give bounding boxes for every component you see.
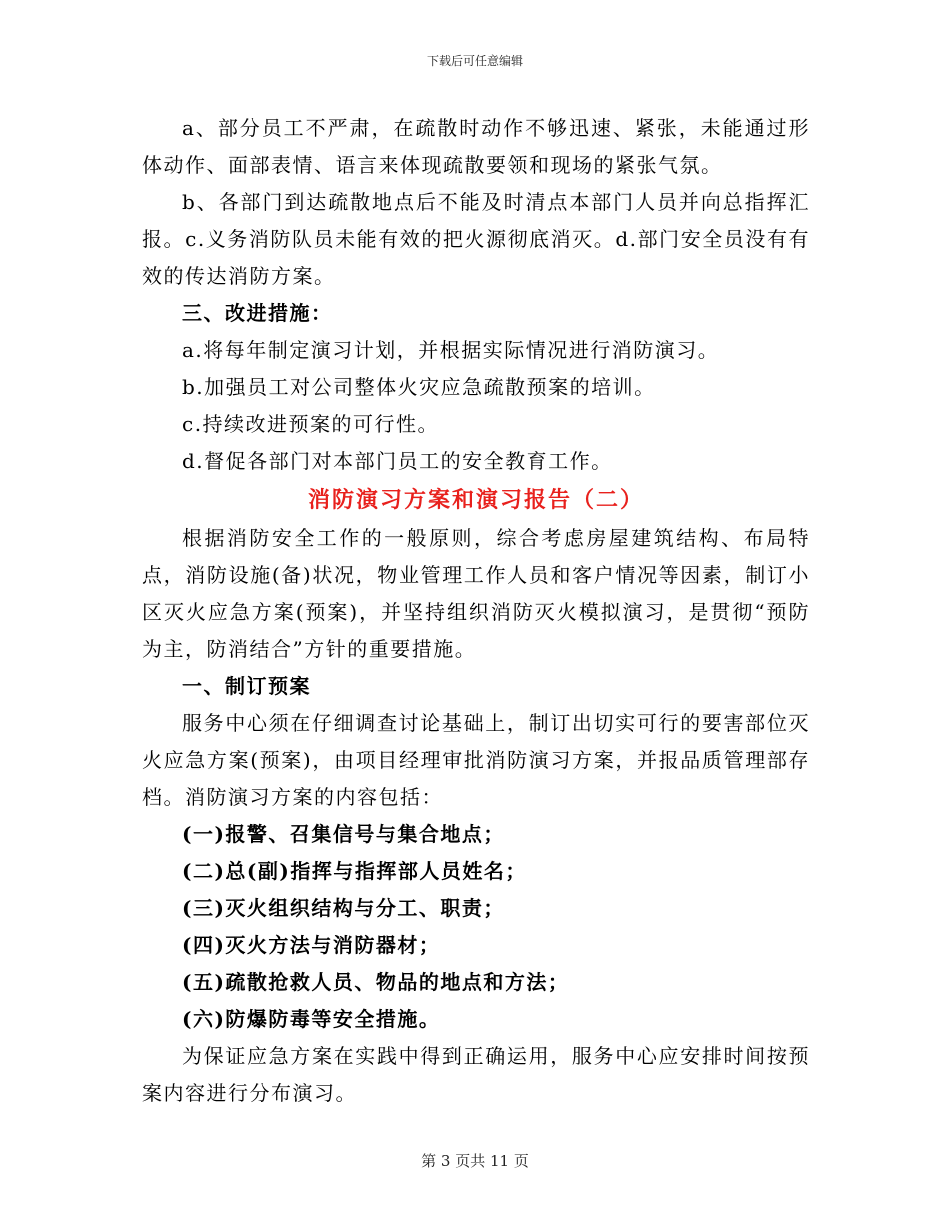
measure-item: a.将每年制定演习计划，并根据实际情况进行消防演习。 — [182, 338, 720, 362]
plan-item: (四)灭火方法与消防器材； — [182, 933, 441, 957]
plan-item: (一)报警、召集信号与集合地点； — [182, 822, 505, 846]
page-header: 下载后可任意编辑 — [426, 54, 523, 68]
section-title: 消防演习方案和演习报告（二） — [307, 487, 644, 513]
document-body — [142, 110, 810, 1112]
paragraph-plan-content: 服务中心须在仔细调查讨论基础上，制订出切实可行的要害部位灭火应急方案(预案)，由项目经理审批消防演习方案，并报品质管理部存档。消防演习方案的内容包括： — [142, 711, 810, 809]
plan-item: (五)疏散抢救人员、物品的地点和方法； — [182, 970, 570, 994]
paragraph-issue-b: b、各部门到达疏散地点后不能及时清点本部门人员并向总指挥汇报。c.义务消防队员未能有效的把火源彻底消灭。d.部门安全员没有有效的传达消防方案。 — [142, 190, 810, 288]
measure-item: b.加强员工对公司整体火灾应急疏散预案的培训。 — [182, 375, 656, 399]
heading-make-plan: 一、制订预案 — [182, 674, 311, 698]
plan-item: (三)灭火组织结构与分工、职责； — [182, 896, 505, 920]
measure-item: d.督促各部门对本部门员工的安全教育工作。 — [182, 449, 613, 473]
heading-improvement-measures: 三、改进措施： — [182, 301, 333, 325]
page-footer: 第 3 页共 11 页 — [421, 1152, 529, 1170]
plan-item: (二)总(副)指挥与指挥部人员姓名； — [182, 859, 527, 883]
paragraph-issue-a: a、部分员工不严肃，在疏散时动作不够迅速、紧张，未能通过形体动作、面部表情、语言来体现疏散要领和现场的紧张气氛。 — [142, 116, 810, 177]
measure-item: c.持续改进预案的可行性。 — [182, 412, 440, 436]
paragraph-drill-practice: 为保证应急方案在实践中得到正确运用，服务中心应安排时间按预案内容进行分布演习。 — [142, 1044, 810, 1105]
paragraph-intro: 根据消防安全工作的一般原则，综合考虑房屋建筑结构、布局特点，消防设施(备)状况，物业管理工作人员和客户情况等因素，制订小区灭火应急方案(预案)，并坚持组织消防灭火模拟演习，是贯彻“预防为主，防消结合”方针的重要措施。 — [142, 526, 810, 661]
plan-item: (六)防爆防毒等安全措施。 — [182, 1007, 441, 1031]
